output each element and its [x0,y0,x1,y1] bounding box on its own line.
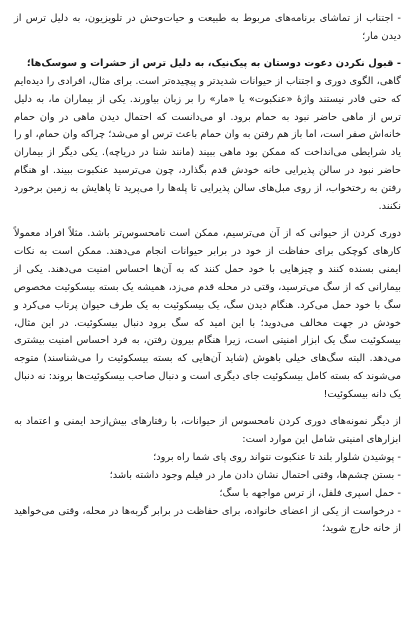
paragraph-gap [14,216,401,225]
paragraph-gap [14,404,401,413]
bullet-pepper-spray: - حمل اسپری فلفل، از ترس مواجهه با سگ؛ [219,487,401,499]
picnic-heading: - قبول نکردن دعوت دوستان به پیک‌نیک، به دلیل ترس از حشرات و سوسک‌ها؛ [26,57,401,69]
paragraph-gap [14,46,401,55]
bullet-long-pants: - پوشیدن شلوار بلند تا عنکبوت نتواند روی پای شما راه برود؛ [153,451,401,463]
subtle-avoidance-paragraph: دوری کردن از حیوانی که از آن می‌ترسیم، ممکن است نامحسوس‌تر باشد. مثلاً افراد معمولاً کارهای کوچکی برای حفاظت از خود در برابر حیوانات انجام می‌دهند. ممکن است به نکات ایمنی بسنده کنند و چیزهایی با خود حمل کنند که به آن‌ها احساس امنیت می‌دهند. یکی از بیمارانی که از سگ می‌ترسید، وقتی در محله قدم می‌زد، همیشه یک بسته بیسکوئیت مخصوص سگ با خود حمل می‌کرد. هنگام دیدن سگ، یک بیسکوئیت به یک طرف حیوان پرتاب می‌کرد و خودش در جهت مخالف می‌دوید؛ با این امید که سگ برود دنبال بیسکوئیت. در این مثال، بیسکوئیت سگ یک ابزار امنیتی است، زیرا هنگام بیرون رفتن، به فرد احساس امنیت بیشتری می‌دهد. البته سگ‌های خیلی باهوش (شاید آن‌هایی که بسته بیسکوئیت را می‌شناسند) متوجه می‌شوند که بسته کامل بیسکوئیت جای دیگری است و دنبال صاحب بیسکوئیت‌ها بروند: نه دنبال یک دانه بیسکوئیت! [14,227,401,401]
avoid-nature-programs-line: - اجتناب از تماشای برنامه‌های مربوط به طبیعت و حیات‌وحش در تلویزیون، به دلیل ترس از دیدن مار؛ [14,13,401,42]
avoidance-patterns-paragraph: گاهی، الگوی دوری و اجتناب از حیوانات شدیدتر و پیچیده‌تر است. برای مثال، افرادی را دیده‌ایم که حتی قادر نیستند واژهٔ «عنکبوت» یا «مار» را بر زبان بیاورند. یکی از بیماران ما، به دلیل ترس از ماهی حاضر نبود به حمام برود. او می‌دانست که احتمال دیدن ماهی در وان حمام خانه‌اش صفر است، اما باز هم رفتن به وان حمام باعث ترس او می‌شد؛ چراکه وان حمام، او را یاد شرایطی می‌انداخت که ممکن بود ماهی ببیند (مانند شنا در دریاچه). یکی دیگر از بیماران حاضر نبود در سالن پذیرایی خانه خودش قدم بگذارد، چون می‌ترسید عنکبوت ببیند. او هنگام رفتن به رختخواب، از روی مبل‌های سالن پذیرایی تا پله‌ها را می‌پرید تا پاهایش به زمین برخورد نکنند. [14,75,401,213]
bullet-closing-eyes: - بستن چشم‌ها، وقتی احتمال نشان دادن مار در فیلم وجود داشته باشد؛ [109,469,401,481]
bullet-family-protection: - درخواست از یکی از اعضای خانواده، برای حفاظت در برابر گربه‌ها در محله، وقتی می‌خواهید از خانه خارج شوید؛ [14,505,401,535]
safety-behaviors-intro: از دیگر نمونه‌های دوری کردن نامحسوس از حیوانات، با رفتارهای بیش‌ازحد ایمنی و اعتماد به ابزارهای امنیتی شامل این موارد است: [14,416,401,445]
